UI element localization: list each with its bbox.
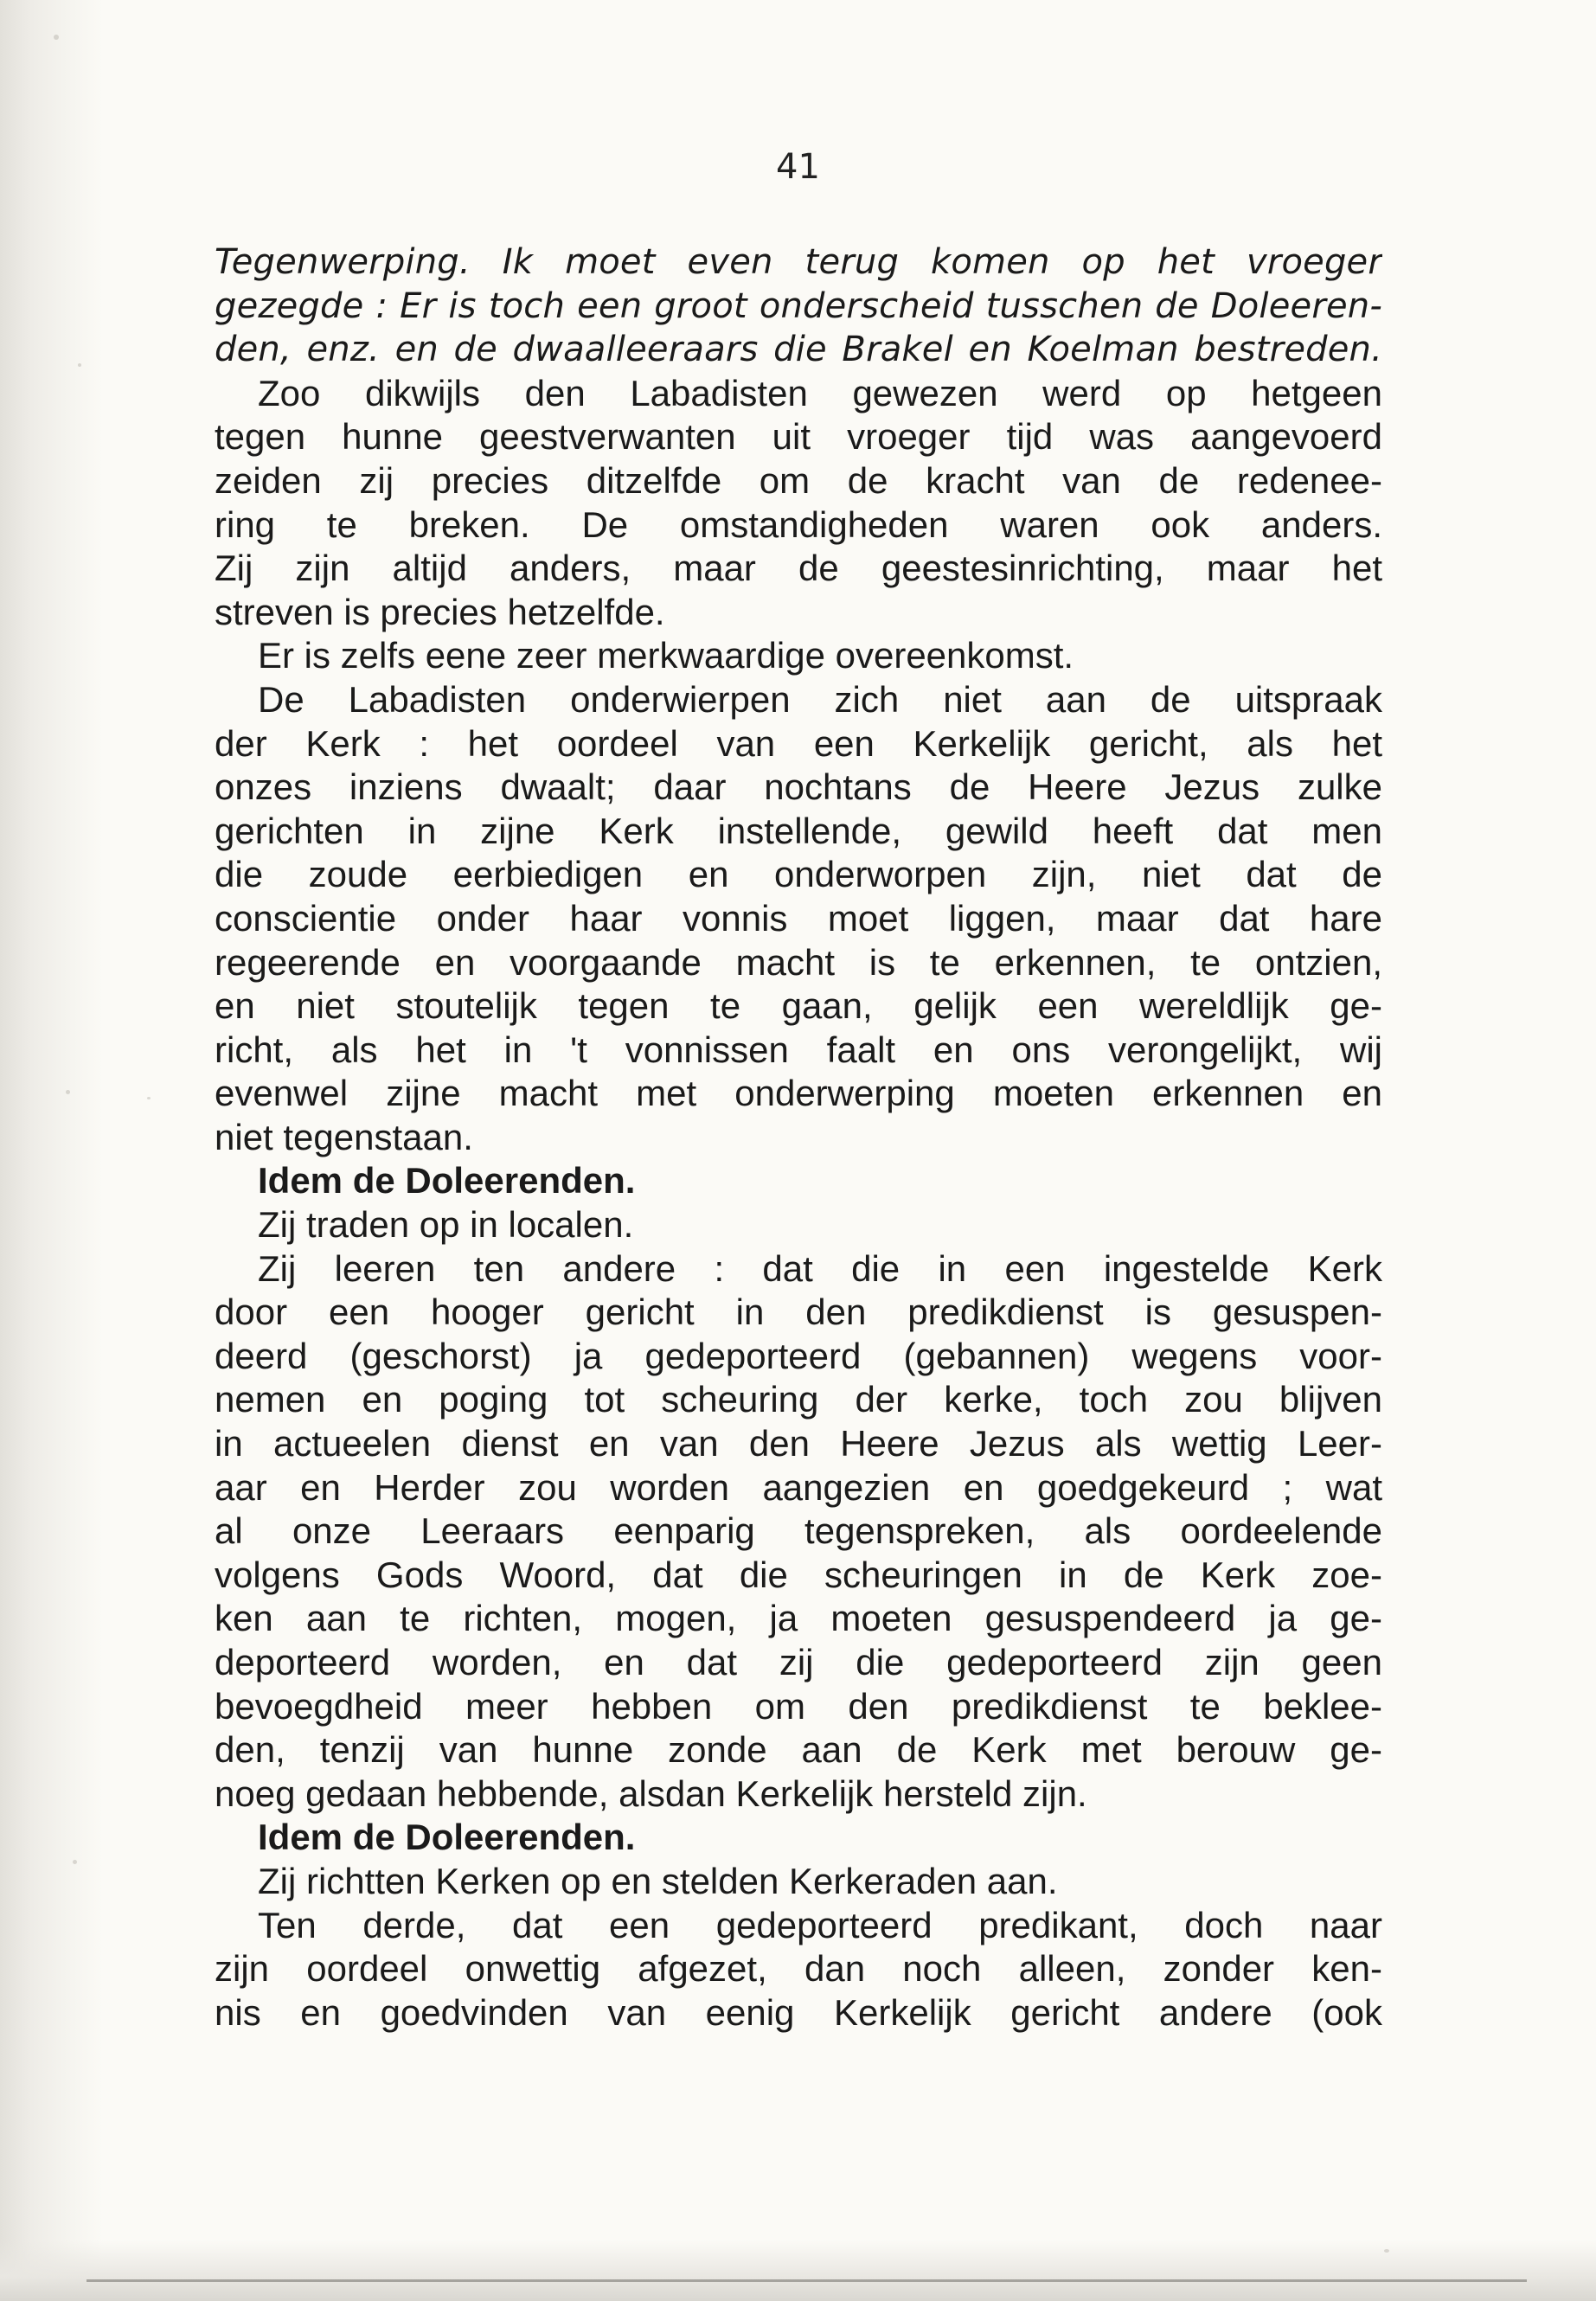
text-line: deporteerd worden, en dat zij die gedeporteerd zijn geen xyxy=(215,1642,1382,1682)
text-line: bevoegdheid meer hebben om den predikdienst te beklee- xyxy=(215,1685,1382,1727)
text-line: niet tegenstaan. xyxy=(215,1116,473,1157)
text-line: ken aan te richten, mogen, ja moeten gesuspendeerd ja ge- xyxy=(215,1598,1382,1639)
text-line: in actueelen dienst en van den Heere Jezus als wettig Leer- xyxy=(215,1423,1382,1465)
body-text xyxy=(215,240,1382,2035)
text-line: evenwel zijne macht met onderwerping moeten erkennen en xyxy=(215,1073,1382,1114)
page-number: 41 xyxy=(776,147,820,187)
text-line: en niet stoutelijk tegen te gaan, gelijk een wereldlijk ge- xyxy=(215,985,1382,1027)
text-line: nis en goedvinden van eenig Kerkelijk gericht andere (ook xyxy=(215,1991,1382,2033)
text-line: conscientie onder haar vonnis moet liggen, maar dat hare xyxy=(215,897,1382,939)
text-line: regeerende en voorgaande macht is te erkennen, te ontzien, xyxy=(215,941,1382,983)
section-heading: Idem de Doleerenden. xyxy=(258,1817,636,1858)
text-line: De Labadisten onderwierpen zich niet aan de uitspraak xyxy=(258,678,1382,720)
text-line: aar en Herder zou worden aangezien en goedgekeurd ; wat xyxy=(215,1466,1382,1508)
text-line: den, enz. en de dwaalleeraars die Brakel en Koelman bestreden. xyxy=(215,330,1382,370)
text-line: Er is zelfs eene zeer merkwaardige overeenkomst. xyxy=(258,635,1074,676)
text-line: nemen en poging tot scheuring der kerke, toch zou blijven xyxy=(215,1379,1382,1420)
text-line: streven is precies hetzelfde. xyxy=(215,591,665,632)
text-line: Tegenwerping. Ik moet even terug komen op het vroeger xyxy=(215,242,1382,282)
text-line: gerichten in zijne Kerk instellende, gewild heeft dat men xyxy=(215,810,1382,851)
text-line: Zij leeren ten andere : dat die in een ingestelde Kerk xyxy=(258,1247,1382,1289)
text-line: zeiden zij precies ditzelfde om de kracht van de redenee- xyxy=(215,459,1382,501)
text-line: Zoo dikwijls den Labadisten gewezen werd op hetgeen xyxy=(258,372,1382,413)
text-line: tegen hunne geestverwanten uit vroeger tijd was aangevoerd xyxy=(215,416,1382,458)
text-line: Zij traden op in localen. xyxy=(258,1204,634,1246)
text-line: gezegde : Er is toch een groot onderscheid tusschen de Doleeren- xyxy=(215,285,1382,326)
text-line: richt, als het in 't vonnissen faalt en ons verongelijkt, wij xyxy=(215,1029,1382,1070)
text-line: volgens Gods Woord, dat die scheuringen in de Kerk zoe- xyxy=(215,1554,1382,1595)
scan-speck xyxy=(147,1097,151,1099)
text-line: die zoude eerbiedigen en onderworpen zijn, niet dat de xyxy=(215,854,1382,895)
scan-speck xyxy=(78,363,81,367)
scan-speck xyxy=(54,35,59,40)
page-binding-edge xyxy=(0,0,104,2301)
text-line: der Kerk : het oordeel van een Kerkelijk gericht, als het xyxy=(215,722,1382,764)
bottom-rule xyxy=(87,2279,1527,2282)
text-line: Ten derde, dat een gedeporteerd predikant, doch naar xyxy=(258,1904,1382,1945)
text-line: noeg gedaan hebbende, alsdan Kerkelijk hersteld zijn. xyxy=(215,1772,1087,1814)
scan-speck xyxy=(73,1860,77,1864)
scan-speck xyxy=(66,1090,70,1094)
scan-speck xyxy=(1384,2249,1389,2253)
text-line: den, tenzij van hunne zonde aan de Kerk met berouw ge- xyxy=(215,1729,1382,1771)
text-line: zijn oordeel onwettig afgezet, dan noch alleen, zonder ken- xyxy=(215,1948,1382,1990)
text-line: Zij zijn altijd anders, maar de geestesinrichting, maar het xyxy=(215,548,1382,589)
section-heading: Idem de Doleerenden. xyxy=(258,1160,636,1202)
text-line: deerd (geschorst) ja gedeporteerd (gebannen) wegens voor- xyxy=(215,1335,1382,1376)
text-line: ring te breken. De omstandigheden waren ook anders. xyxy=(215,503,1382,545)
page-bottom-edge xyxy=(0,2240,1596,2301)
text-line: Zij richtten Kerken op en stelden Kerkeraden aan. xyxy=(258,1860,1058,1901)
text-line: door een hooger gericht in den predikdienst is gesuspen- xyxy=(215,1292,1382,1333)
text-line: al onze Leeraars eenparig tegenspreken, als oordeelende xyxy=(215,1510,1382,1552)
text-line: onzes inziens dwaalt; daar nochtans de Heere Jezus zulke xyxy=(215,766,1382,808)
